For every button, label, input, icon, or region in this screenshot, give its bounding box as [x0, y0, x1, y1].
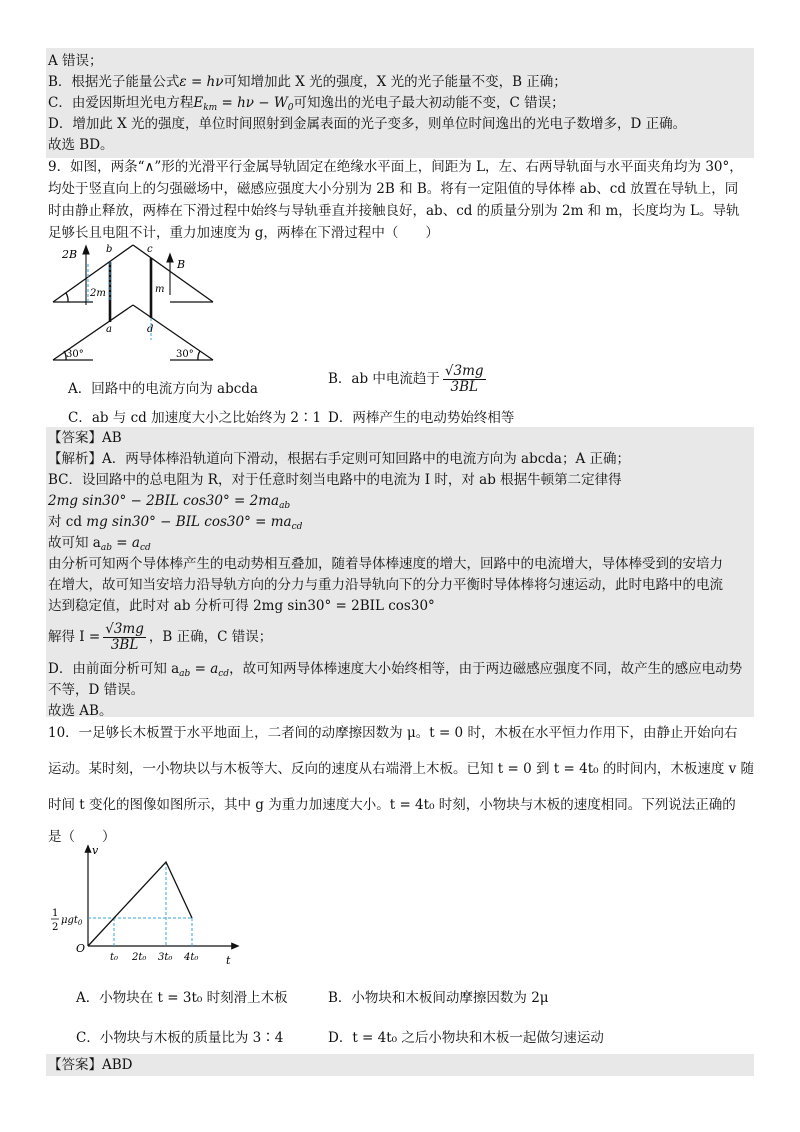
label-b: b	[106, 244, 113, 255]
prev-line-1: A 错误；	[48, 53, 103, 69]
q9-stem-1: 9．如图，两条“∧”形的光滑平行金属导轨固定在绝缘水平面上，间距为 L，左、右两导轨面与水平面夹角均为 30°，	[48, 159, 743, 175]
x-axis-label: t	[226, 954, 231, 967]
q9-ex-6: 由分析可知两个导体棒产生的电动势相互叠加，随着导体棒速度的增大，回路中的电流增大，导体棒受到的安培力	[48, 556, 723, 572]
q9-rail-figure	[48, 240, 228, 365]
label-angle-left: 30°	[66, 349, 84, 360]
y-tick-mugt: μgt$_0$	[61, 915, 83, 927]
label-angle-right: 30°	[176, 349, 194, 360]
label-m: m	[155, 284, 165, 295]
q10-answer: 【答案】ABD	[48, 1057, 133, 1073]
label-2B: 2B	[62, 248, 78, 261]
q9-ex-5: 故可知 $a_{ab} = a_{cd}$	[48, 535, 151, 553]
q10-stem-3: 时间 t 变化的图像如图所示，其中 g 为重力加速度大小。t = 4t₀ 时刻，小物块与木板的速度相同。下列说法正确的	[48, 797, 736, 813]
q10-option-a[interactable]: A．小物块在 t = 3t₀ 时刻滑上木板	[76, 990, 288, 1006]
q10-option-c[interactable]: C．小物块与木板的质量比为 3∶4	[76, 1030, 284, 1046]
q9-ex-7: 在增大，故可知当安培力沿导轨方向的分力与重力沿导轨向下的分力平衡时导体棒将匀速运动，此时电路中的电流	[48, 577, 723, 593]
prev-line-5: 故选 BD。	[48, 137, 114, 153]
q9-option-d[interactable]: D．两棒产生的电动势始终相等	[328, 410, 515, 426]
q9-ex-3: 2mg sin30° − 2BIL $\cos 30^\circ = 2ma_{ab}$	[48, 493, 291, 511]
q9-ex-11: 不等，D 错误。	[48, 682, 145, 698]
q9-ex-8: 达到稳定值，此时对 ab 分析可得 2mg sin30° = 2BIL cos30°	[48, 598, 435, 614]
x-tick-3t0: 3t₀	[158, 952, 173, 963]
q9-option-b[interactable]: B．ab 中电流趋于 $\frac{√3mg}{3BL}$	[328, 363, 484, 395]
q9-ex-12: 故选 AB。	[48, 703, 113, 719]
q10-option-d[interactable]: D．t = 4t₀ 之后小物块和木板一起做匀速运动	[328, 1030, 604, 1046]
q9-ex-2: BC．设回路中的总电阻为 R，对于任意时刻当电路中的电流为 I 时，对 ab 根据牛顿第二定律得	[48, 472, 622, 488]
q9-answer: 【答案】AB	[48, 430, 122, 446]
q9-ex-4: 对 cd mg sin30° − BIL $\cos 30^\circ = ma_{cd}$	[48, 514, 303, 532]
label-a: a	[106, 324, 112, 335]
q9-stem-2: 均处于竖直向上的匀强磁场中，磁感应强度大小分别为 2B 和 B。将有一定阻值的导体棒 ab、cd 放置在导轨上，同	[48, 181, 739, 197]
prev-line-4: D．增加此 X 光的强度，单位时间照射到金属表面的光子变多，则单位时间逸出的光电子数增多，D 正确。	[48, 116, 687, 132]
label-2m: 2m	[90, 288, 106, 299]
q9-ex-10: D．由前面分析可知 $a_{ab} = a_{cd}$，故可知两导体棒速度大小始终相等，由于两边磁感应强度不同，故产生的感应电动势	[48, 661, 743, 679]
label-B: B	[177, 258, 186, 271]
label-c: c	[147, 244, 153, 255]
label-d: d	[147, 324, 154, 335]
q10-stem-1: 10．一足够长木板置于水平地面上，二者间的动摩擦因数为 μ。t = 0 时，木板在水平恒力作用下，由静止开始向右	[48, 725, 738, 741]
y-tick-num: 1	[52, 908, 59, 919]
q10-stem-4: 是（ ）	[48, 829, 116, 845]
q10-stem-2: 运动。某时刻，一小物块以与木板等大、反向的速度从右端滑上木板。已知 t = 0 到 t = 4t₀ 的时间内，木板速度 v 随	[48, 761, 755, 777]
q10-option-b[interactable]: B．小物块和木板间动摩擦因数为 2μ	[328, 990, 549, 1006]
q10-vt-chart	[48, 842, 248, 968]
x-tick-t0: t₀	[110, 952, 119, 963]
q10-answer-block	[46, 1054, 754, 1076]
q9-option-a[interactable]: A．回路中的电流方向为 abcda	[68, 381, 258, 397]
q9-ex-1: 【解析】A．两导体棒沿轨道向下滑动，根据右手定则可知回路中的电流方向为 abcda；A 正确；	[48, 451, 631, 467]
y-tick-den: 2	[52, 922, 59, 933]
q9-stem-3: 时由静止释放，两棒在下滑过程中始终与导轨垂直并接触良好，ab、cd 的质量分别为 2m 和 m，长度均为 L。导轨	[48, 203, 740, 219]
prev-line-2: B．根据光子能量公式ε = hν可知增加此 X 光的强度，X 光的光子能量不变，B 正确；	[48, 74, 567, 90]
series-line	[88, 862, 192, 946]
prev-line-3: C．由爱因斯坦光电方程$E_{km} = h\nu - W_0$可知逸出的光电子最大初动能不变，C 错误；	[48, 95, 565, 113]
y-axis-label: v	[92, 844, 99, 857]
q9-ex-9: 解得 I = $\frac{√3mg}{3BL}$ ，B 正确，C 错误；	[48, 621, 273, 653]
origin-label: O	[76, 942, 86, 955]
q9-stem-4: 足够长且电阻不计，重力加速度为 g，两棒在下滑过程中（ ）	[48, 225, 439, 241]
x-tick-2t0: 2t₀	[132, 952, 147, 963]
q9-option-c[interactable]: C．ab 与 cd 加速度大小之比始终为 2∶1	[68, 410, 322, 426]
x-tick-4t0: 4t₀	[184, 952, 199, 963]
